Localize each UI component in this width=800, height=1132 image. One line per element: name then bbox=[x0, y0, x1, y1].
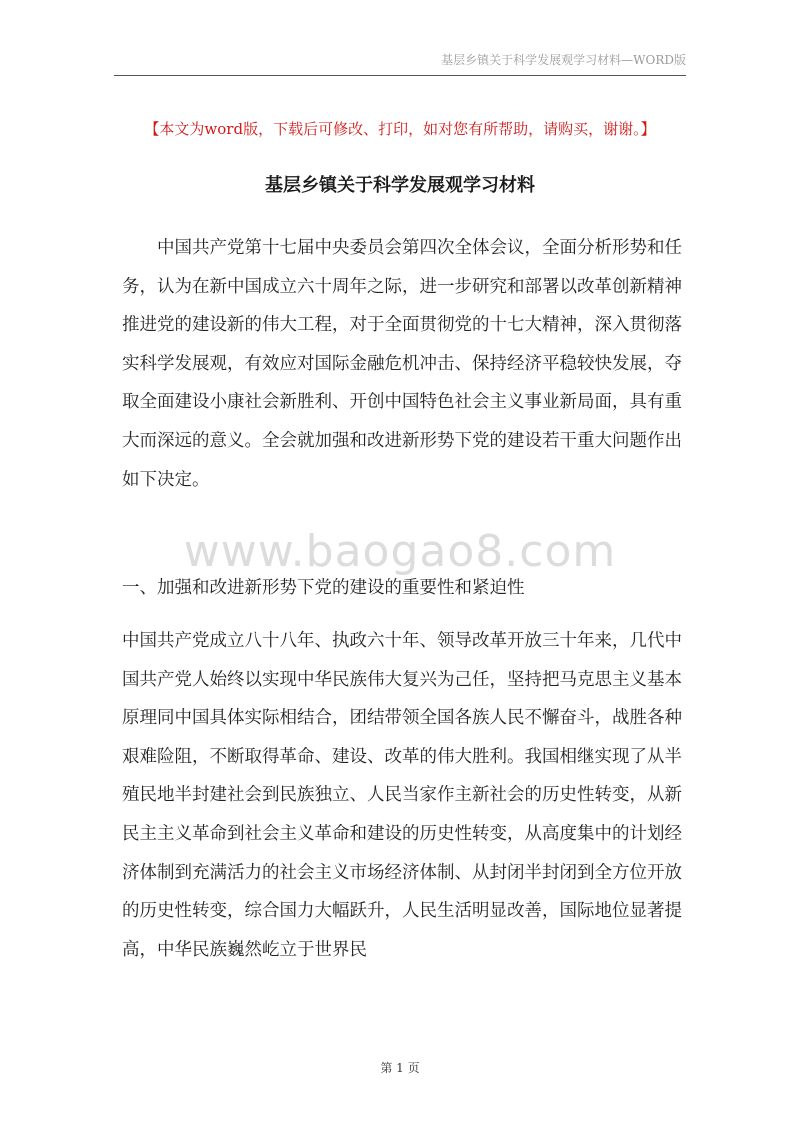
page-number: 第 1 页 bbox=[380, 1061, 420, 1075]
watermark-text: www.baogao8.com bbox=[183, 526, 617, 577]
paragraph-section-1: 中国共产党成立八十八年、执政六十年、领导改革开放三十年来，几代中国共产党人始终以实现中华民族伟大复兴为己任，坚持把马克思主义基本原理同中国具体实际相结合，团结带领全国各族人民不懈奋斗，战胜各种艰难险阻，不断取得革命、建设、改革的伟大胜利。我国相继实现了从半殖民地半封建社会到民族独立、人民当家作主新社会的历史性转变，从新民主主义革命到社会主义革命和建设的历史性转变，从高度集中的计划经济体制到充满活力的社会主义市场经济体制、从封闭半封闭到全方位开放的历史性转变，综合国力大幅跃升，人民生活明显改善，国际地位显著提高，中华民族巍然屹立于世界民 bbox=[122, 631, 682, 960]
download-notice: 【本文为word版，下载后可修改、打印，如对您有所帮助，请购买，谢谢。】 bbox=[144, 120, 656, 138]
header-divider bbox=[114, 75, 686, 76]
section-heading-1: 一、加强和改进新形势下党的建设的重要性和紧迫性 bbox=[122, 578, 525, 598]
running-header: 基层乡镇关于科学发展观学习材料—WORD版 bbox=[441, 53, 686, 67]
document-title: 基层乡镇关于科学发展观学习材料 bbox=[265, 175, 535, 196]
paragraph-intro: 中国共产党第十七届中央委员会第四次全体会议，全面分析形势和任务，认为在新中国成立六十周年之际，进一步研究和部署以改革创新精神推进党的建设新的伟大工程，对于全面贯彻党的十七大精神，深入贯彻落实科学发展观，有效应对国际金融危机冲击、保持经济平稳较快发展，夺取全面建设小康社会新胜利、开创中国特色社会主义事业新局面，具有重大而深远的意义。全会就加强和改进新形势下党的建设若干重大问题作出如下决定。 bbox=[122, 238, 682, 490]
